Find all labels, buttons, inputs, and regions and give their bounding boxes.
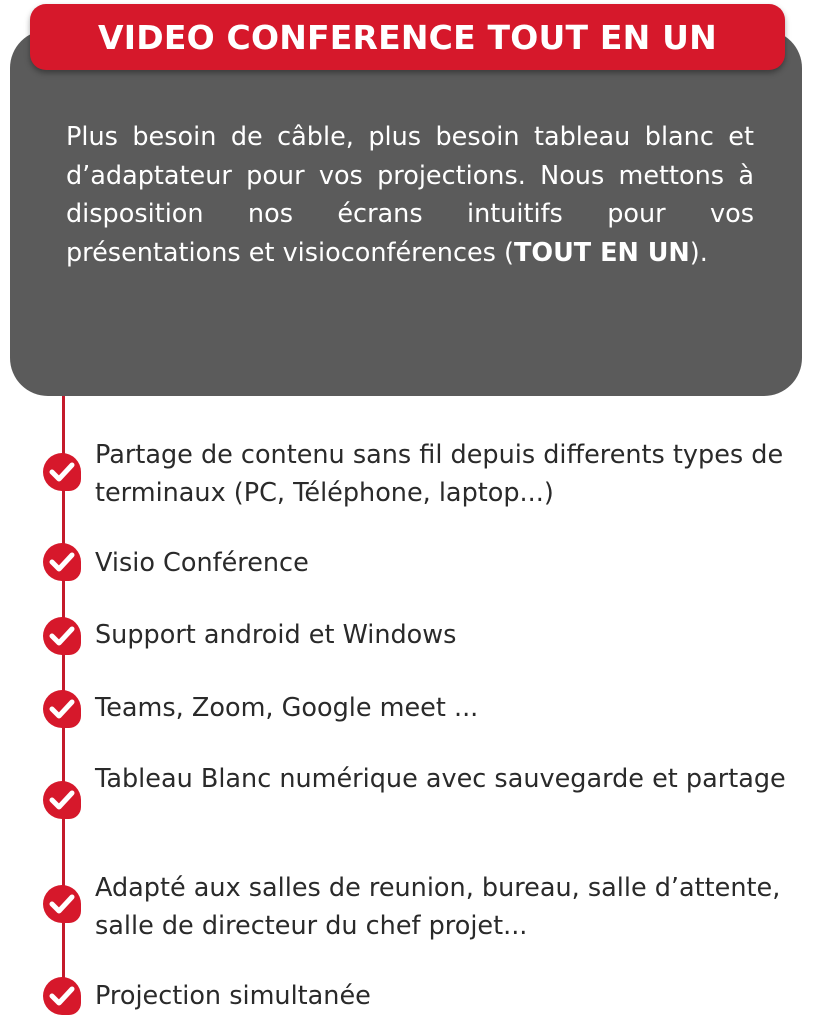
title-banner <box>30 4 785 70</box>
feature-item: Visio Conférence <box>95 548 309 578</box>
feature-item: Projection simultanée <box>95 981 371 1011</box>
check-icon <box>43 885 81 923</box>
intro-text: Plus besoin de câble, plus besoin tableau blanc et d’adaptateur pour vos projections. Nous mettons à disposition nos écrans intuitifs pour vos présentations et visioconférences ( <box>66 122 754 268</box>
intro-paragraph <box>66 118 754 272</box>
check-icon <box>43 453 81 491</box>
intro-end-text: ). <box>689 237 708 268</box>
feature-item: Teams, Zoom, Google meet ... <box>95 693 479 723</box>
feature-item: Adapté aux salles de reunion, bureau, salle d’attente, salle de directeur du chef projet... <box>95 873 781 941</box>
page-title: VIDEO CONFERENCE TOUT EN UN <box>98 17 717 57</box>
check-icon <box>43 543 81 581</box>
intro-bold-text: TOUT EN UN <box>514 237 690 268</box>
check-icon <box>43 617 81 655</box>
check-icon <box>43 977 81 1015</box>
check-icon <box>43 690 81 728</box>
check-icon <box>43 781 81 819</box>
feature-item: Tableau Blanc numérique avec sauvegarde et partage <box>95 764 786 794</box>
feature-item: Partage de contenu sans fil depuis differents types de terminaux (PC, Téléphone, laptop...) <box>95 440 784 508</box>
feature-item: Support android et Windows <box>95 620 457 650</box>
